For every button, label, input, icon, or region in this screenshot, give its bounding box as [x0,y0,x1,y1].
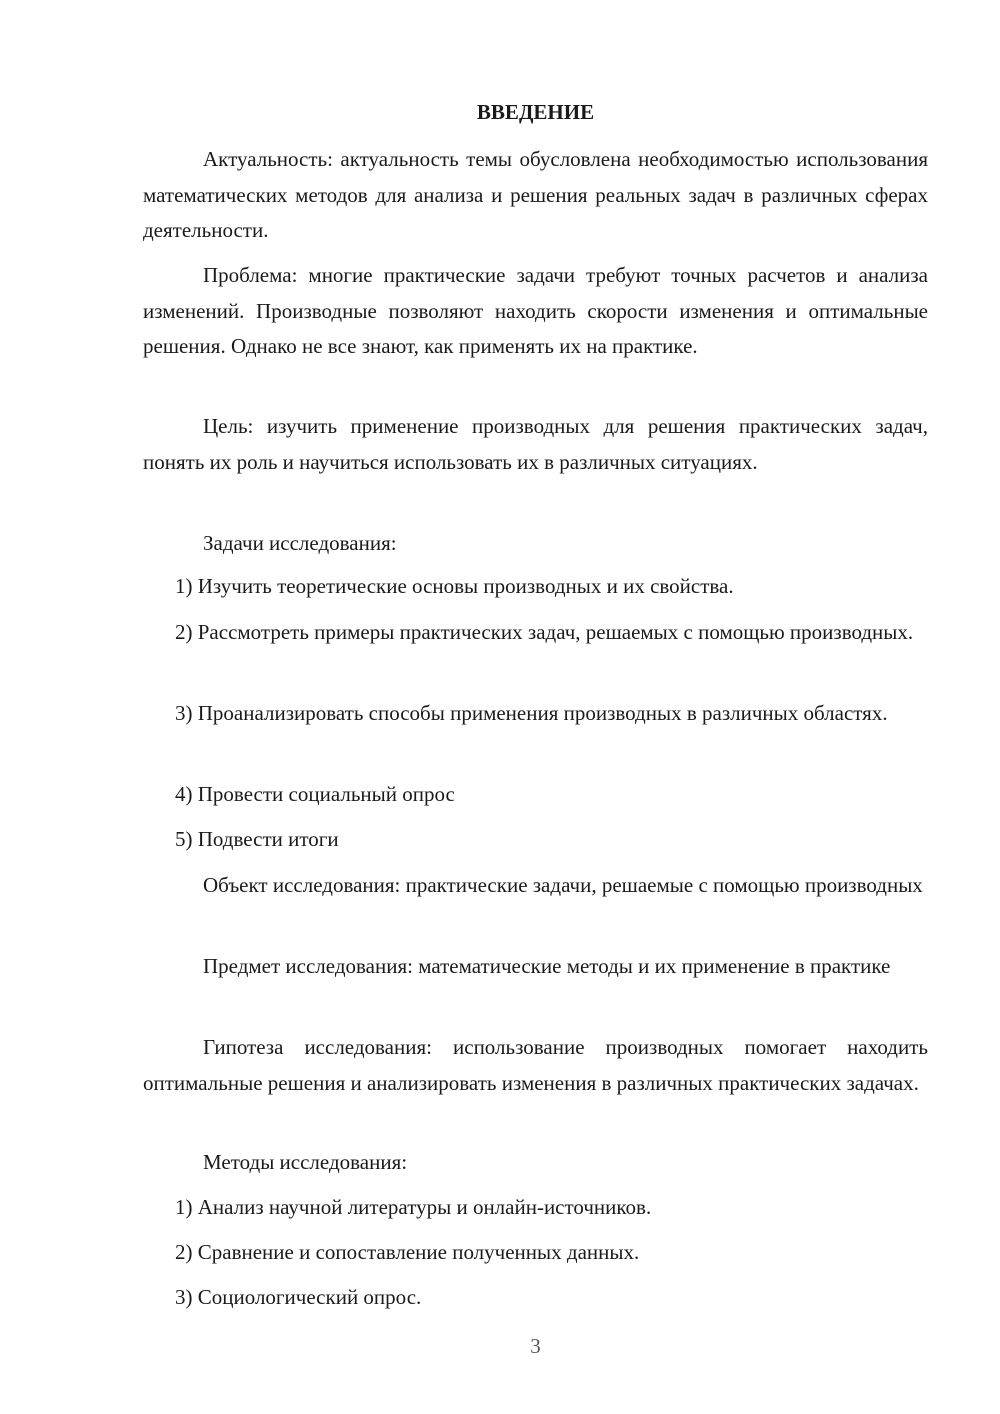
task-item-1: 1) Изучить теоретические основы производных и их свойства. [175,574,734,598]
method-item-3: 3) Социологический опрос. [175,1285,422,1309]
tasks-heading: Задачи исследования: [203,531,397,555]
hypothesis-paragraph: Гипотеза исследования: использование производных помогает находить оптимальные решения и анализировать изменения в различных практических задачах. [143,1035,928,1095]
document-title: ВВЕДЕНИЕ [476,100,595,124]
task-item-4: 4) Провести социальный опрос [175,782,455,806]
task-item-3: 3) Проанализировать способы применения производных в различных областях. [175,701,888,725]
relevance-paragraph: Актуальность: актуальность темы обусловлена необходимостью использования математических методов для анализа и решения реальных задач в различных сферах деятельности. [143,147,928,242]
subject-paragraph: Предмет исследования: математические методы и их применение в практике [203,954,891,978]
document-page [143,0,928,1414]
page-number: 3 [530,1334,541,1358]
method-item-2: 2) Сравнение и сопоставление полученных данных. [175,1240,640,1264]
methods-heading: Методы исследования: [203,1150,408,1174]
task-item-2: 2) Рассмотреть примеры практических задач, решаемых с помощью производных. [175,620,914,644]
object-paragraph: Объект исследования: практические задачи, решаемые с помощью производных [203,873,923,897]
problem-paragraph: Проблема: многие практические задачи требуют точных расчетов и анализа изменений. Производные позволяют находить скорости изменения и оптимальные решения. Однако не все знают, как применять их на практике. [143,263,928,358]
method-item-1: 1) Анализ научной литературы и онлайн-источников. [175,1195,652,1219]
task-item-5: 5) Подвести итоги [175,827,339,851]
goal-paragraph: Цель: изучить применение производных для решения практических задач, понять их роль и научиться использовать их в различных ситуациях. [143,414,928,474]
